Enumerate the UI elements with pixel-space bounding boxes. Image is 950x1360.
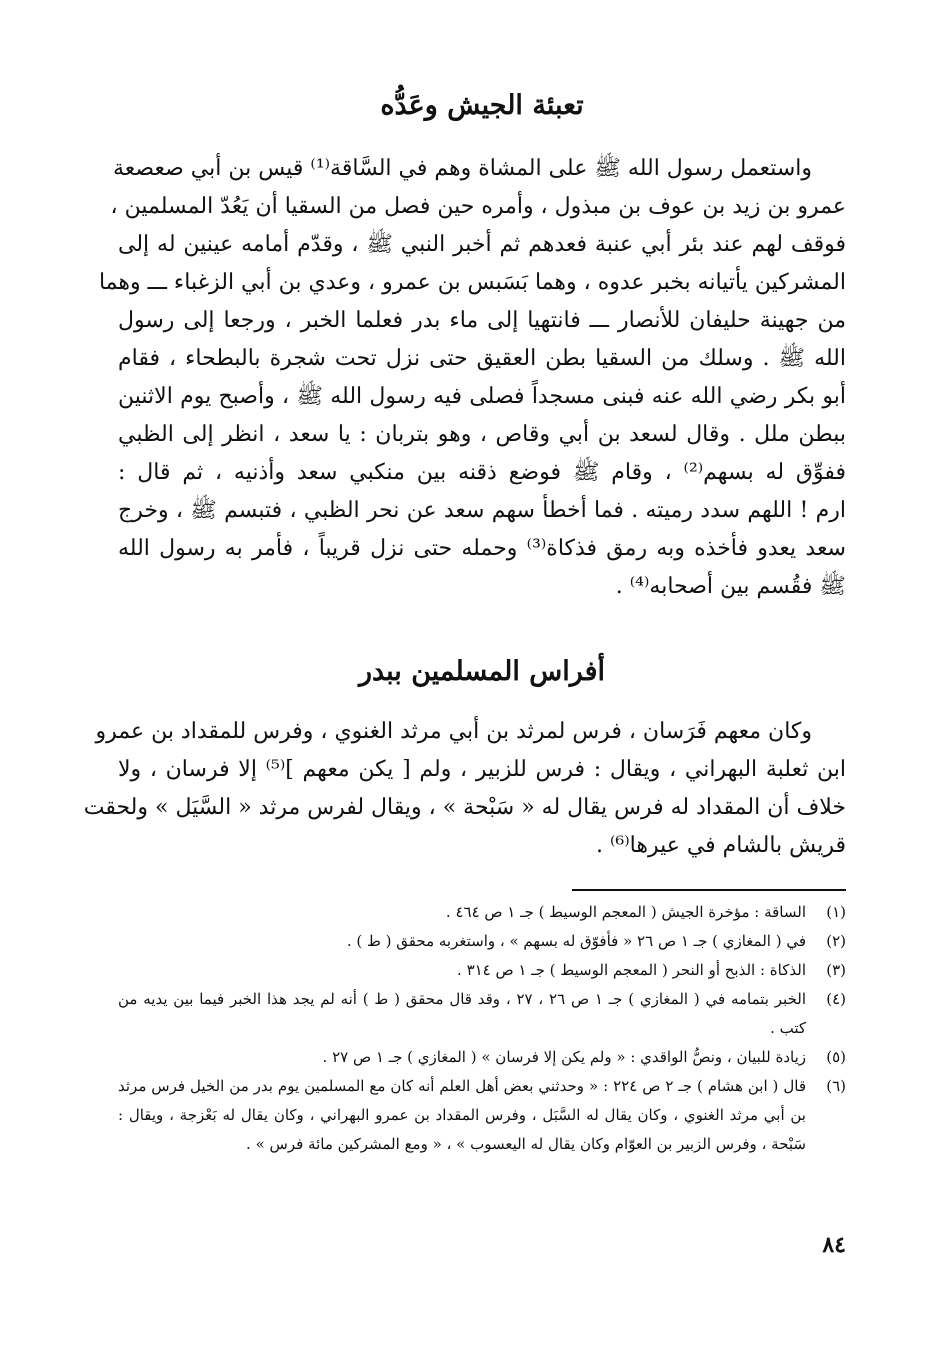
text-line: وكان معهم فَرَسان ، فرس لمرثد بن أبي مرثد الغنوي ، وفرس للمقداد بن عمرو (95, 719, 812, 744)
text-line: واستعمل رسول الله ﷺ على المشاة وهم في السَّاقة⁽¹⁾ قيس بن أبي صعصعة (113, 156, 812, 181)
text-line: ببطن ملل . وقال لسعد بن أبي وقاص ، وهو بتربان : يا سعد ، انظر إلى الظبي (118, 422, 846, 447)
footnote-text: الذكاة : الذبح أو النحر ( المعجم الوسيط ) جـ ١ ص ٣١٤ . (457, 961, 806, 979)
page-number: ٨٤ (822, 1232, 846, 1258)
footnote-number: (٥) (826, 1048, 846, 1066)
text-line: أبو بكر رضي الله عنه فبنى مسجداً فصلى فيه رسول الله ﷺ ، وأصبح يوم الاثنين (118, 384, 846, 409)
text-line: الله ﷺ . وسلك من السقيا بطن العقيق حتى نزل تحت شجرة بالبطحاء ، فقام (118, 346, 846, 371)
text-line: من جهينة حليفان للأنصار ـــ فانتهيا إلى ماء بدر فعلما الخبر ، ورجعا إلى رسول (118, 308, 846, 333)
footnote (118, 1072, 846, 1159)
text-line: عمرو بن زيد بن عوف بن مبذول ، وأمره حين فصل من السقيا أن يَعُدّ المسلمين ، (110, 194, 846, 219)
footnote-text: زيادة للبيان ، ونصُّ الواقدي : « ولم يكن إلا فرسان » ( المغازي ) جـ ١ ص ٢٧ . (322, 1048, 806, 1066)
text-line: سعد يعدو فأخذه وبه رمق فذكاة⁽³⁾ وحمله حتى نزل قريباً ، فأمر به رسول الله (118, 536, 846, 561)
footnote (118, 927, 846, 956)
footnote-text: قال ( ابن هشام ) جـ ٢ ص ٢٢٤ : « وحدثني بعض أهل العلم أنه كان مع المسلمين يوم بدر من الخيل فرس مرثد بن أبي مرثد الغنوي ، وكان يقال له السَّبَل ، وفرس المقداد بن عمرو البهراني ، وكان يقال له بَعْزجة ، ويقال : سَبْحة ، وفرس الزبير بن العوّام وكان يقال له اليعسوب » ، « ومع المشركين مائة فرس » . (118, 1077, 807, 1153)
text-line: قريش بالشام في عيرها⁽⁶⁾ . (596, 833, 846, 858)
text-line: ففوِّق له بسهم⁽²⁾ ، وقام ﷺ فوضع ذقنه بين منكبي سعد وأذنيه ، ثم قال : (118, 460, 846, 485)
text-line: ﷺ فقُسم بين أصحابه⁽⁴⁾ . (615, 574, 846, 599)
footnotes (118, 898, 846, 1159)
footnote-text: الخبر بتمامه في ( المغازي ) جـ ١ ص ٢٦ ، ٢٧ ، وقد قال محقق ( ط ) أنه لم يجد هذا الخبر فيما بين يديه من كتب . (118, 990, 806, 1037)
section-title-horses: أفراس المسلمين ببدر (358, 656, 606, 687)
footnote-number: (٦) (826, 1077, 846, 1095)
footnote (118, 1043, 846, 1072)
footnote (118, 985, 846, 1043)
text-line: ابن ثعلبة البهراني ، ويقال : فرس للزبير ، ولم [ يكن معهم ]⁽⁵⁾ إلا فرسان ، ولا (118, 757, 846, 782)
text-line: ارم ! اللهم سدد رميته . فما أخطأ سهم سعد عن نحر الظبي ، فتبسم ﷺ ، وخرج (118, 498, 846, 523)
paragraph-horses (83, 713, 846, 865)
footnote (118, 956, 846, 985)
footnote-text: في ( المغازي ) جـ ١ ص ٢٦ « فأفوّق له بسهم » ، واستغربه محقق ( ط ) . (346, 932, 806, 950)
paragraph-army (98, 150, 846, 606)
footnote (118, 898, 846, 927)
text-line: خلاف أن المقداد له فرس يقال له « سَبْحة » ، ويقال لفرس مرثد « السَّيَل » ولحقت (83, 795, 846, 820)
footnote-number: (٢) (826, 932, 846, 950)
book-page (83, 0, 846, 1360)
footnote-divider (572, 889, 846, 891)
text-line: المشركين يأتيانه بخبر عدوه ، وهما بَسَبس بن عمرو ، وعدي بن أبي الزغباء ـــ وهما (98, 270, 846, 295)
footnote-number: (٣) (826, 961, 846, 979)
footnote-text: الساقة : مؤخرة الجيش ( المعجم الوسيط ) جـ ١ ص ٤٦٤ . (445, 903, 806, 921)
footnote-number: (١) (826, 903, 846, 921)
footnote-number: (٤) (826, 990, 846, 1008)
section-title-army: تعبئة الجيش وعَدُّه (380, 90, 584, 121)
text-line: فوقف لهم عند بئر أبي عنبة فعدهم ثم أخبر النبي ﷺ ، وقدّم أمامه عينين له إلى (118, 232, 846, 257)
